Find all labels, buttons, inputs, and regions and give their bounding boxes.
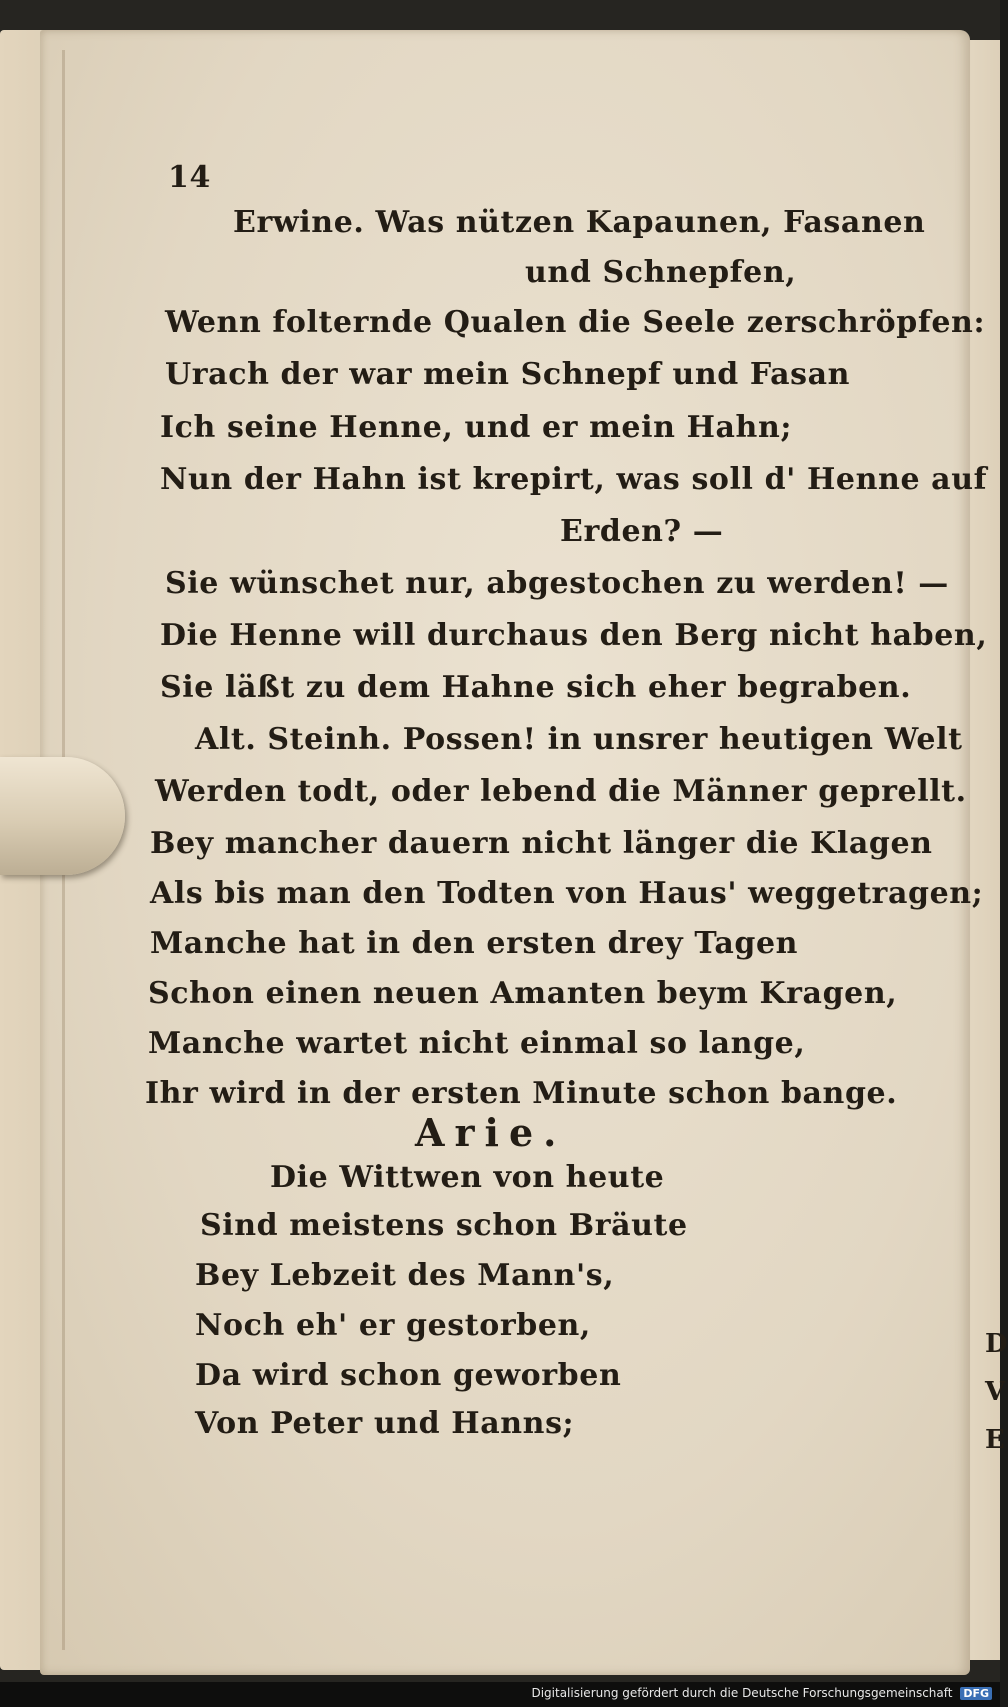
aria-line: Noch eh' er gestorben, [195,1308,591,1343]
text-line: Alt. Steinh. Possen! in unsrer heutigen Welt [195,722,963,757]
aria-heading: Arie. [415,1110,567,1155]
text-line: Erwine. Was nützen Kapaunen, Fasanen [233,205,926,240]
text-line: Nun der Hahn ist krepirt, was soll d' Henne auf [160,462,988,497]
text-line: Bey mancher dauern nicht länger die Klagen [150,826,933,861]
text-line: Manche hat in den ersten drey Tagen [150,926,799,961]
text-line: Sie wünschet nur, abgestochen zu werden! — [165,566,949,601]
text-line: und Schnepfen, [525,255,797,290]
footer-credit: Digitalisierung gefördert durch die Deutsche Forschungsgemeinschaft [531,1686,953,1700]
footer-credit-wrap [531,1686,992,1700]
aria-line: Bey Lebzeit des Mann's, [195,1258,615,1293]
next-page-glyph: D [985,1329,1008,1359]
aria-line: Die Wittwen von heute [270,1160,665,1195]
aria-line: Von Peter und Hanns; [195,1406,575,1441]
aria-line: Da wird schon geworben [195,1358,622,1393]
next-page-glyph: V [985,1377,1006,1407]
text-line: Schon einen neuen Amanten beym Kragen, [148,976,898,1011]
next-page-glimpse [985,1320,1008,1464]
text-line: Ihr wird in der ersten Minute schon bange. [145,1076,898,1111]
next-page-glyph: E [985,1425,1006,1455]
text-line: Urach der war mein Schnepf und Fasan [165,357,851,392]
text-line: Wenn folternde Qualen die Seele zerschröpfen: [165,305,986,340]
dfg-logo-icon: DFG [960,1687,992,1700]
bookmark-tab [0,757,125,875]
text-line: Die Henne will durchaus den Berg nicht haben, [160,618,988,653]
page-number: 14 [168,160,211,195]
text-line: Als bis man den Todten von Haus' weggetragen; [150,876,984,911]
footer-bar [0,1682,1000,1707]
text-line: Werden todt, oder lebend die Männer geprellt. [155,774,967,809]
text-line: Manche wartet nicht einmal so lange, [148,1026,806,1061]
text-line: Sie läßt zu dem Hahne sich eher begraben. [160,670,912,705]
aria-line: Sind meistens schon Bräute [200,1208,688,1243]
text-line: Ich seine Henne, und er mein Hahn; [160,410,793,445]
text-line: Erden? — [560,514,724,549]
